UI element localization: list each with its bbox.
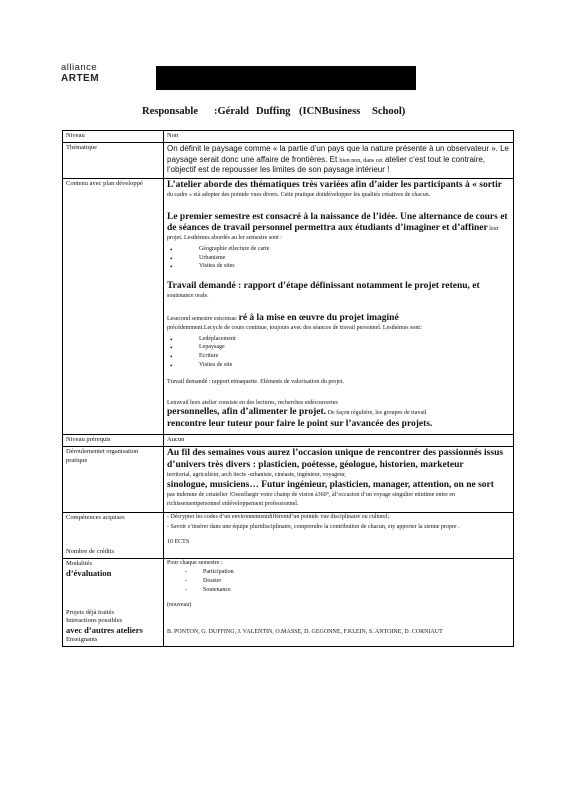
credits-label: Nombre de crédits (66, 548, 115, 556)
modalites-list (167, 568, 510, 596)
row-niveau (63, 131, 514, 143)
prerequis-value: Aucun (164, 435, 514, 447)
row-contenu (63, 178, 514, 435)
competences-text-1: - Décrypter les codes d’un environnementdifférentd’un pointde vue disciplinaire ou culturel; (167, 514, 390, 521)
deroulement-label: Déroulementet organisation pratique (63, 447, 164, 513)
hors-atelier-big-b: rencontre leur tuteur pour faire le point sur l’avancée des projets. (167, 418, 433, 429)
projets-label: Projets déjà traités (66, 609, 115, 617)
list-item: - Soutenance (167, 586, 510, 595)
responsable-name: :Gérald (214, 106, 249, 117)
list-item: • Ledéplacement (167, 335, 510, 344)
row-competences (63, 513, 514, 559)
deroulement-big-2: sinologue, musiciens… Futur ingénieur, plasticien, manager, attention, on ne sort (167, 479, 494, 490)
course-table (62, 130, 514, 647)
enseignants-value: B. PONTON, G. DUFFING, J. VALENTIN, O.MASSE, D. GEGONNE, F.KLEIN, S. ANTOINE, D. CORNIAUT (167, 629, 443, 636)
list-item: • Visites de site (167, 361, 510, 370)
deroulement-big: Au fil des semaines vous aurez l’occasion unique de rencontrer des passionnés issus d’univers très divers : plasticien, poétesse, géologue, historien, marketeur (167, 448, 504, 470)
hors-atelier-small: Letravail hors atelier consiste en des lectures, recherches etdécouvertes (167, 399, 338, 406)
semestre2-small-a: Lesecond semestre estconsac (167, 315, 237, 322)
row-thematique (63, 143, 514, 179)
list-item: • Géographie etlecture de carte (167, 245, 510, 254)
thematique-text-1: On définit le paysage comme « la partie d’un pays que la nature présente à un observateur ». Le paysage serait donc une affaire de frontières. Et (167, 144, 509, 164)
modalites-label-big: d’évaluation (66, 568, 112, 579)
semestre2-big: ré à la mise en œuvre du projet imaginé (238, 312, 399, 323)
competences-value (164, 513, 514, 559)
enseignants-label: Enseignants (66, 635, 98, 643)
responsable-surname: Duffing (256, 106, 291, 117)
modalites-intro: Pour chaque semestre : (167, 560, 223, 567)
redacted-title-bar (156, 66, 416, 90)
semestre1-big: Le premier semestre est consacré à la naissance de l’idée. Une alternance de cours et de séances de travail personnel permettra aux étudiants d’imaginer et d’affiner (167, 211, 508, 233)
deroulement-small-1: territorial, agriculteur, arch itecte -urbaniste, cinéaste, ingénieur, voyageur, (167, 472, 347, 479)
semestre1-travail-small: soutenance orale. (167, 293, 209, 300)
row-deroulement (63, 447, 514, 513)
projets-value: (nouveau) (167, 601, 192, 608)
thematique-text-small: bien non, dans cet (339, 157, 383, 164)
deroulement-value (164, 447, 514, 513)
responsable-line (142, 106, 405, 117)
semestre2-travail: Travail demandé : rapport etmaquette. Eléments de valorisation du projet. (167, 379, 344, 386)
semestre1-travail-big: Travail demandé : rapport d’étape définissant notamment le projet retenu, et (167, 280, 480, 291)
thematique-label: Thématique (63, 143, 164, 179)
list-item: - Participation (167, 568, 510, 577)
row-prerequis (63, 435, 514, 447)
contenu-value (164, 178, 514, 435)
list-item: • Lepaysage (167, 343, 510, 352)
row-modalites (63, 559, 514, 647)
logo-line-2: ARTEM (61, 72, 100, 84)
interactions-label: Interactions possibles (66, 617, 123, 625)
contenu-label: Contenu avec plan développé (63, 178, 164, 435)
semestre1-small: leur projet. Lesthèmes abordés au ler semestre sont : (167, 225, 499, 242)
semestre2-small-b: précédemment.Lecycle de cours continue, toujours avec des séances de travail personnel. Lesthèmes sont: (167, 325, 422, 332)
responsable-label: Responsable (142, 106, 199, 117)
contenu-intro-small: du cadre » età adopter des pointde vues divers. Cette pratique doitdévelopper les qualités créatives de chacun. (167, 192, 431, 199)
modalites-label-small: Modalités (66, 560, 92, 568)
logo-line-1: alliance (61, 62, 98, 73)
competences-label: Compétences acquises (66, 514, 125, 522)
list-item: - Dossier (167, 577, 510, 586)
niveau-value: Non (164, 131, 514, 143)
contenu-intro-big: L’atelier aborde des thématiques très variées afin d’aider les participants à « sortir (167, 179, 502, 190)
alliance-artem-logo (61, 63, 99, 84)
interactions-label-big: avec d’autres ateliers (66, 625, 143, 636)
semestre1-themes-list (167, 245, 510, 271)
list-item: • Ecriture (167, 352, 510, 361)
competences-text-2: - Savoir s’insérer dans une équipe pluridisciplinaire, comprendre la contribution de chacun, ety apporter la sienne propre . (167, 523, 460, 530)
hors-atelier-small-b: De façon régulière, les groupes de travail (327, 410, 427, 417)
credits-value: 10 ECTS (167, 539, 190, 546)
niveau-label: Niveau (63, 131, 164, 143)
list-item: • Urbanisme (167, 254, 510, 263)
thematique-value (164, 143, 514, 179)
deroulement-small-2: pas indemne de cetatelier !Osezélargir votre champ de vision à360°, àl’occasion d’un voyage singulier etintime entre en richissementpersonnel etdéveloppement professionnel. (167, 492, 456, 507)
hors-atelier-big-a: personnelles, afin d’alimenter le projet. (167, 407, 327, 418)
prerequis-label: Niveau prérequis (63, 435, 164, 447)
responsable-school: (ICNBusiness (299, 106, 361, 117)
thematique-text-2: atelier c’est tout le contraire, l’objectif est de repousser les limites de son paysage intérieur ! (167, 154, 486, 175)
responsable-school-end: School) (372, 106, 406, 117)
semestre2-themes-list (167, 335, 510, 370)
modalites-value (164, 559, 514, 647)
list-item: • Visites de sites (167, 262, 510, 271)
